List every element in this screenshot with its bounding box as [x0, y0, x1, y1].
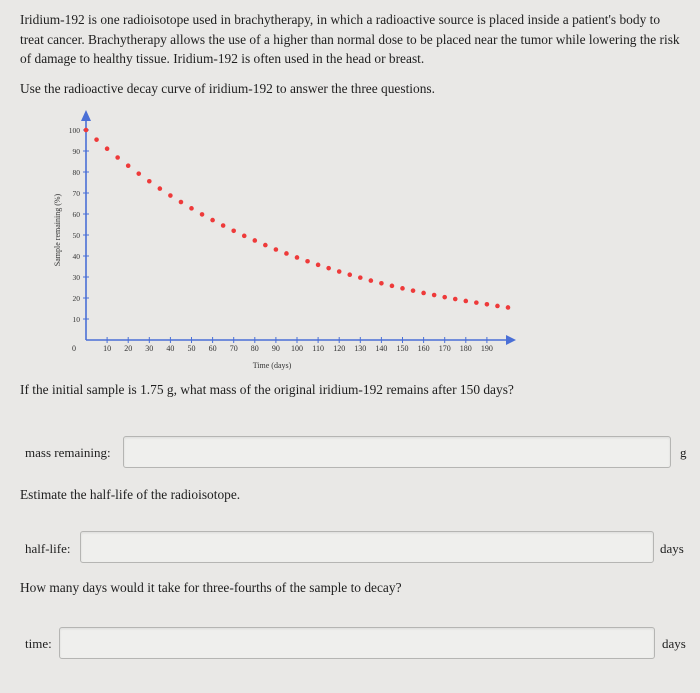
data-point	[432, 293, 437, 298]
half-life-input[interactable]	[80, 531, 654, 563]
x-tick-label: 50	[187, 344, 196, 353]
x-tick-label: 190	[480, 344, 493, 353]
y-tick-label: 40	[72, 252, 80, 261]
data-point	[179, 200, 184, 205]
data-point	[284, 251, 289, 256]
x-tick-label: 90	[271, 344, 280, 353]
data-point	[453, 297, 458, 302]
y-axis-label: Sample remaining (%)	[53, 193, 62, 267]
y-tick-label: 50	[72, 231, 80, 240]
x-tick-label: 170	[438, 344, 451, 353]
time-input[interactable]	[59, 627, 655, 659]
question-half-life: Estimate the half-life of the radioisotope.	[20, 487, 241, 502]
data-point	[263, 243, 268, 248]
data-point	[136, 171, 141, 176]
data-point	[189, 206, 194, 211]
data-point	[274, 247, 279, 252]
data-point	[295, 255, 300, 260]
mass-remaining-label: mass remaining:	[25, 445, 111, 460]
data-point	[347, 272, 352, 277]
data-point	[369, 278, 374, 283]
data-point	[200, 212, 205, 217]
x-tick-label: 150	[396, 344, 409, 353]
question-mass: If the initial sample is 1.75 g, what mass of the original iridium-192 remains after 150 days?	[20, 382, 514, 397]
data-point	[390, 284, 395, 289]
x-tick-label: 110	[312, 344, 324, 353]
data-point	[105, 146, 110, 151]
data-point	[506, 305, 511, 310]
intro-paragraph: Iridium-192 is one radioisotope used in brachytherapy, in which a radioactive source is placed inside a patient's body to treat cancer. Brachytherapy allows the use of a higher than normal dose to be placed near the tumor while lowering the risk of damage to healthy tissue. Iridium-192 is often used in the head or breast.	[20, 12, 680, 66]
data-point	[464, 299, 469, 304]
data-point	[115, 155, 120, 160]
y-tick-label: 10	[72, 315, 80, 324]
instruction-text: Use the radioactive decay curve of iridium-192 to answer the three questions.	[20, 81, 435, 96]
half-life-label: half-life:	[25, 541, 71, 556]
y-tick-label: 60	[72, 210, 80, 219]
x-tick-label: 40	[166, 344, 175, 353]
data-point	[358, 275, 363, 280]
data-point	[337, 269, 342, 274]
x-tick-label: 30	[145, 344, 154, 353]
x-tick-label: 60	[208, 344, 217, 353]
y-tick-label: 70	[72, 189, 80, 198]
y-tick-label: 90	[72, 147, 80, 156]
x-tick-label: 130	[354, 344, 367, 353]
time-unit: days	[662, 636, 686, 651]
data-point	[168, 193, 173, 198]
data-point	[485, 302, 490, 307]
data-point	[442, 295, 447, 300]
data-point	[210, 218, 215, 223]
mass-unit: g	[680, 445, 687, 460]
mass-remaining-input[interactable]	[123, 436, 671, 468]
x-tick-label: 140	[375, 344, 388, 353]
x-tick-label: 160	[417, 344, 430, 353]
data-point	[253, 238, 258, 243]
data-point	[158, 186, 163, 191]
x-tick-label: 10	[103, 344, 112, 353]
time-label: time:	[25, 636, 52, 651]
data-point	[379, 281, 384, 286]
data-point	[221, 223, 226, 228]
x-tick-label: 70	[229, 344, 238, 353]
x-tick-label: 20	[124, 344, 133, 353]
data-point	[94, 137, 99, 142]
y-tick-label: 80	[72, 168, 80, 177]
data-point	[84, 128, 89, 133]
data-point	[231, 229, 236, 234]
data-point	[126, 163, 131, 168]
x-tick-label: 80	[250, 344, 259, 353]
y-tick-label: 30	[72, 273, 80, 282]
origin-label: 0	[72, 344, 76, 353]
x-tick-label: 120	[333, 344, 346, 353]
data-point	[495, 304, 500, 309]
x-axis-arrow	[506, 335, 516, 345]
data-point	[474, 300, 479, 305]
x-tick-label: 180	[459, 344, 472, 353]
data-point	[421, 291, 426, 296]
question-three-fourths: How many days would it take for three-fourths of the sample to decay?	[20, 580, 402, 595]
y-tick-label: 100	[68, 126, 80, 135]
x-axis-label: Time (days)	[252, 361, 292, 370]
data-point	[242, 234, 247, 239]
y-tick-label: 20	[72, 294, 80, 303]
data-point	[147, 179, 152, 184]
data-point	[326, 266, 331, 271]
data-point	[316, 263, 321, 268]
x-tick-label: 100	[291, 344, 303, 353]
data-point	[411, 288, 416, 293]
data-point	[400, 286, 405, 291]
half-life-unit: days	[660, 541, 684, 556]
y-axis-arrow	[81, 110, 91, 121]
data-point	[305, 259, 310, 264]
